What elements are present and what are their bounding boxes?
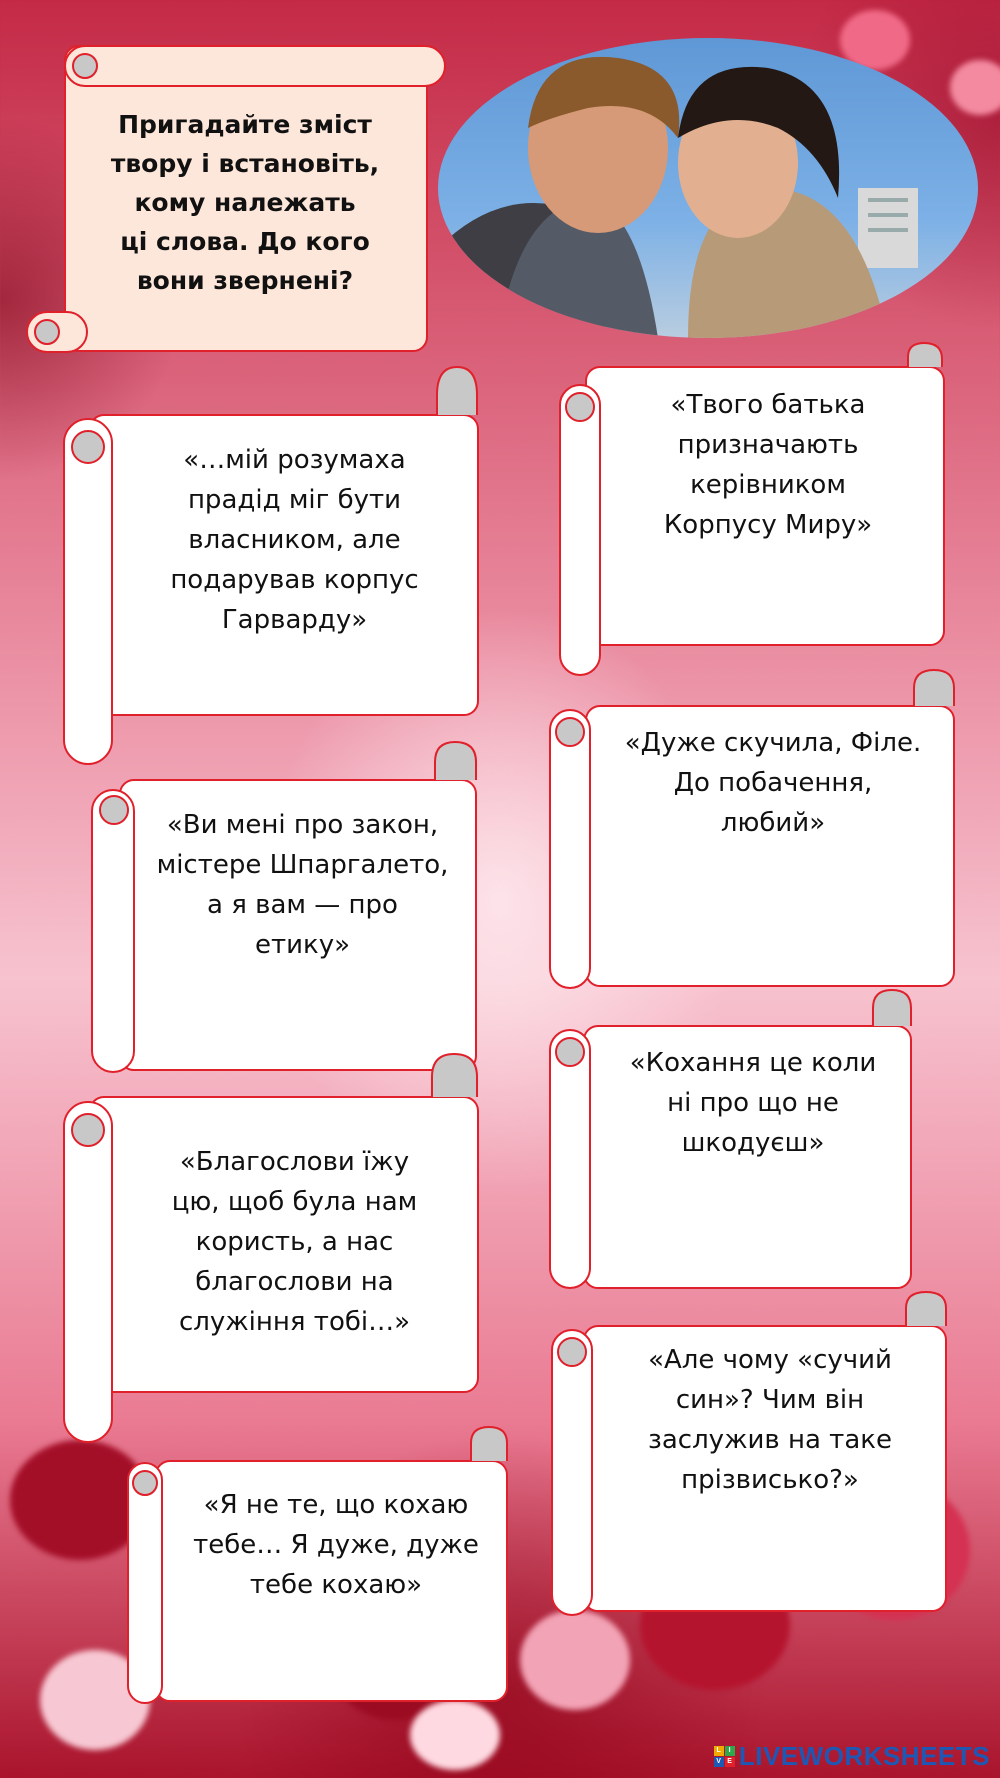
- decorative-heart: [520, 1610, 630, 1710]
- quote-scroll: [62, 1052, 482, 1447]
- quote-text: «Дуже скучила, Філе. До побачення, любий»: [624, 728, 922, 838]
- quote-text: «Але чому «сучий син»? Чим він заслужив на таке прізвисько?»: [648, 1345, 892, 1495]
- quote-text: «Я не те, що кохаю тебе… Я дуже, дуже тебе кохаю»: [193, 1490, 479, 1600]
- quote-text: «…мій розумаха прадід міг бути власником, але подарував корпус Гарварду»: [170, 445, 419, 635]
- liveworksheets-logo: [714, 1741, 990, 1772]
- quote-scroll: [548, 988, 913, 1293]
- quote-text: «Твого батька призначають керівником Корпусу Миру»: [663, 390, 873, 540]
- quote-scroll: [90, 740, 480, 1075]
- quote-scroll: [558, 345, 948, 680]
- quote-scroll: [548, 668, 958, 993]
- quote-text: «Благослови їжу цю, щоб була нам користь, а нас благослови на служіння тобі…»: [171, 1147, 418, 1337]
- liveworksheets-logo-icon: L I V E: [714, 1746, 735, 1767]
- couple-photo: [438, 38, 978, 338]
- quote-text: «Ви мені про закон, містере Шпаргалето, а я вам — про етику»: [156, 810, 449, 960]
- quote-text: «Кохання це коли ні про що не шкодуєш»: [629, 1048, 877, 1158]
- instruction-scroll: [25, 42, 445, 357]
- decorative-heart: [410, 1700, 500, 1770]
- quote-scroll: [62, 365, 482, 770]
- instruction-text: Пригадайте зміст твору і встановіть, кому належать ці слова. До кого вони звернені?: [110, 109, 380, 295]
- brand-text: LIVEWORKSHEETS: [738, 1741, 990, 1771]
- quote-scroll: [550, 1290, 950, 1620]
- decorative-heart: [950, 60, 1000, 115]
- quote-scroll: [126, 1425, 511, 1705]
